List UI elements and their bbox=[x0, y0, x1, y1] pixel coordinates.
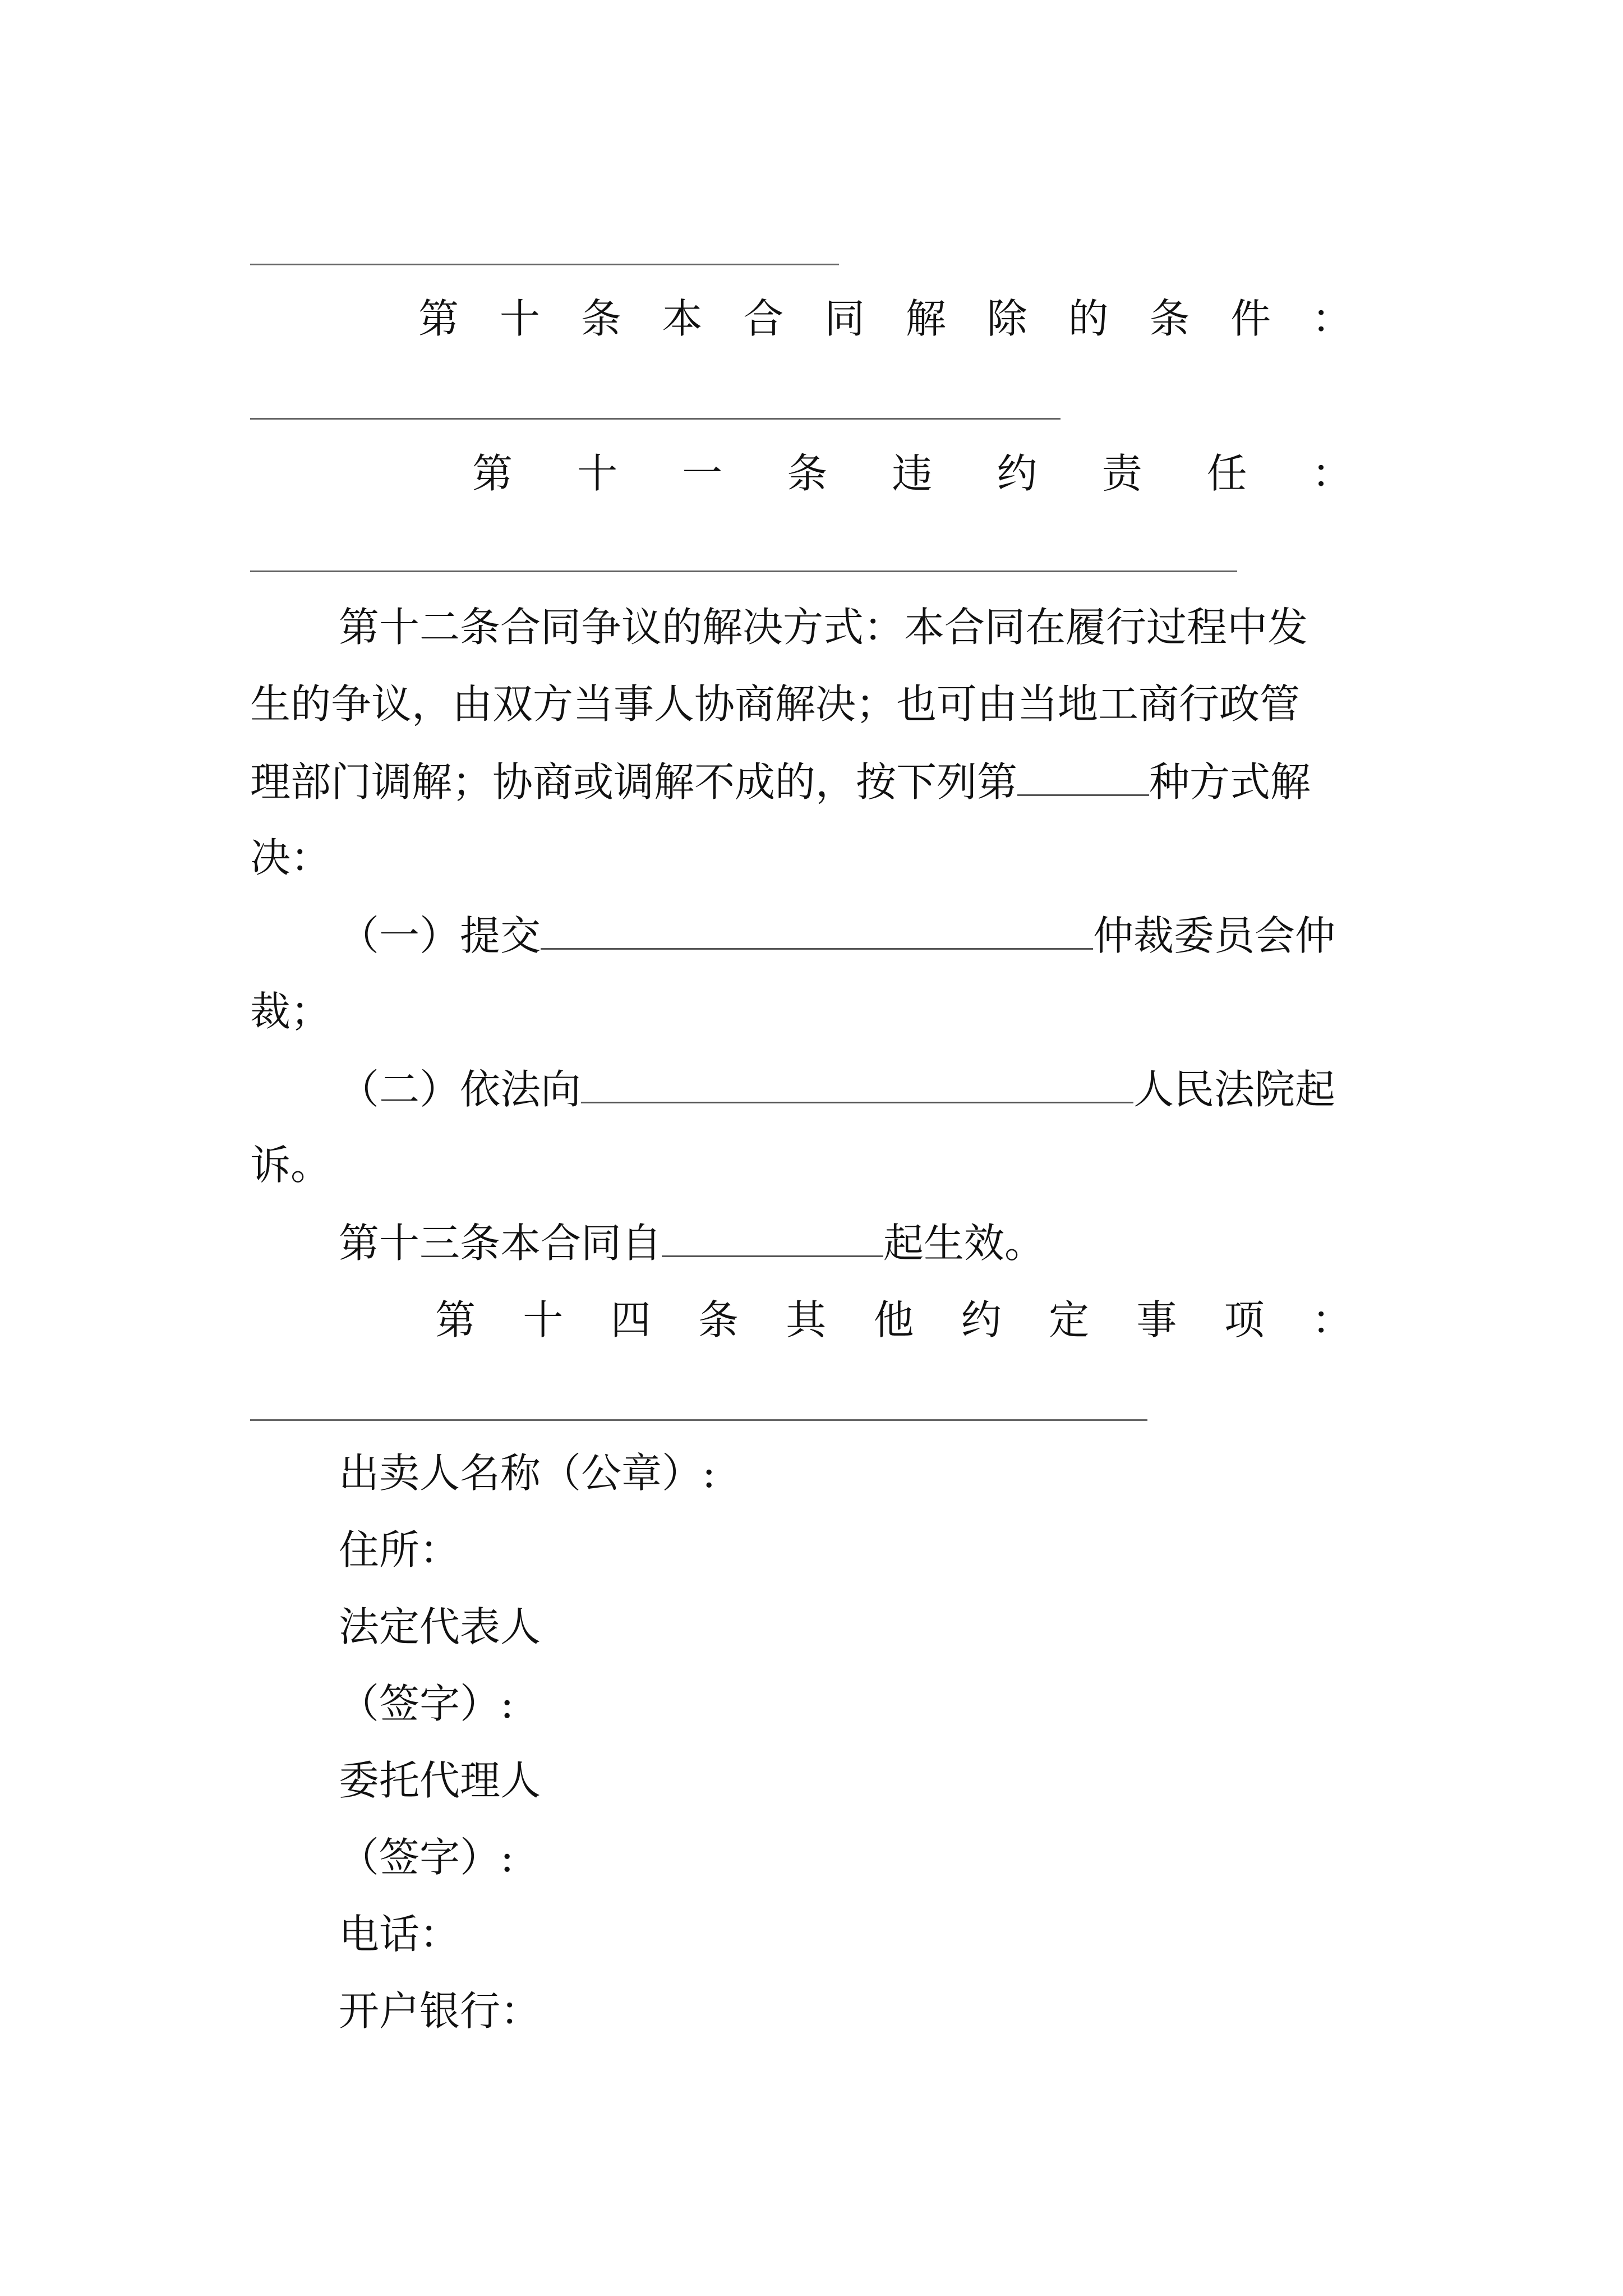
court-blank[interactable] bbox=[581, 1068, 1133, 1103]
bank-label: 开户银行： bbox=[339, 1987, 541, 2035]
article-11-char: 违 bbox=[892, 450, 933, 497]
article-10-char: 第 bbox=[418, 295, 459, 342]
option-2-text: （二）依法向 bbox=[339, 1066, 582, 1113]
agent-signature-label: （签字）: bbox=[339, 1834, 514, 1881]
article-10-char: 条 bbox=[580, 295, 621, 342]
legal-representative-signature-label: （签字）: bbox=[339, 1680, 514, 1727]
article-13-text: 第十三条本合同自 bbox=[339, 1220, 662, 1267]
fill-in-line bbox=[250, 264, 839, 265]
article-12-line-1: 第十二条合同争议的解决方式：本合同在履行过程中发 bbox=[339, 604, 1308, 651]
option-2-continuation: 诉。 bbox=[250, 1142, 331, 1189]
effective-date-blank[interactable] bbox=[662, 1222, 883, 1257]
article-12-line-3-text: 理部门调解；协商或调解不成的，按下列第 bbox=[250, 758, 1018, 806]
article-11-char: 第 bbox=[472, 450, 513, 497]
article-14-char: 十 bbox=[523, 1296, 564, 1343]
article-14-char: 约 bbox=[961, 1296, 1002, 1343]
article-12-line-2: 生的争议，由双方当事人协商解决；也可由当地工商行政管 bbox=[250, 680, 1301, 728]
article-14-char: 他 bbox=[873, 1296, 914, 1343]
article-14-char: 定 bbox=[1049, 1296, 1090, 1343]
seller-address-label: 住所： bbox=[339, 1526, 460, 1573]
article-10-char: 的 bbox=[1068, 295, 1109, 342]
article-11-heading bbox=[472, 450, 1352, 497]
article-11-char: ： bbox=[1311, 450, 1352, 497]
article-10-heading bbox=[418, 295, 1352, 342]
article-13-text-end: 起生效。 bbox=[883, 1220, 1045, 1267]
agent-label: 委托代理人 bbox=[339, 1757, 541, 1804]
article-14-char: 四 bbox=[610, 1296, 651, 1343]
seller-name-label: 出卖人名称（公章）: bbox=[339, 1450, 716, 1497]
legal-representative-label: 法定代表人 bbox=[339, 1603, 541, 1650]
article-10-char: ： bbox=[1311, 295, 1352, 342]
article-14-char: 条 bbox=[698, 1296, 739, 1343]
phone-label: 电话： bbox=[339, 1911, 460, 1958]
article-10-char: 合 bbox=[743, 295, 784, 342]
article-10-char: 十 bbox=[499, 295, 540, 342]
fill-in-line bbox=[250, 1419, 1147, 1421]
article-10-char: 同 bbox=[824, 295, 865, 342]
article-11-char: 条 bbox=[787, 450, 828, 497]
article-10-char: 条 bbox=[1149, 295, 1190, 342]
article-14-char: ： bbox=[1311, 1296, 1352, 1343]
article-10-char: 解 bbox=[905, 295, 946, 342]
option-1-text: （一）提交 bbox=[339, 912, 541, 959]
option-1-text-end: 仲裁委员会仲 bbox=[1093, 912, 1336, 959]
fill-in-line bbox=[250, 570, 1237, 572]
article-14-heading bbox=[435, 1296, 1352, 1343]
article-14-char: 项 bbox=[1224, 1296, 1265, 1343]
article-10-char: 本 bbox=[662, 295, 703, 342]
article-11-char: 约 bbox=[997, 450, 1038, 497]
option-1 bbox=[339, 912, 1477, 959]
article-14-char: 事 bbox=[1136, 1296, 1177, 1343]
article-11-char: 责 bbox=[1101, 450, 1142, 497]
option-2-text-end: 人民法院起 bbox=[1133, 1066, 1336, 1113]
article-10-char: 件 bbox=[1230, 295, 1271, 342]
article-14-char: 第 bbox=[435, 1296, 476, 1343]
article-12-line-3 bbox=[250, 758, 1389, 806]
method-number-blank[interactable] bbox=[1017, 761, 1149, 796]
arbitration-committee-blank[interactable] bbox=[541, 914, 1093, 950]
article-12-line-3-text-end: 种方式解 bbox=[1149, 758, 1311, 806]
option-1-continuation: 裁； bbox=[250, 988, 331, 1035]
article-13 bbox=[339, 1220, 1477, 1267]
article-10-char: 除 bbox=[986, 295, 1027, 342]
article-11-char: 一 bbox=[682, 450, 723, 497]
article-11-char: 十 bbox=[577, 450, 618, 497]
fill-in-line bbox=[250, 418, 1061, 420]
option-2 bbox=[339, 1066, 1477, 1113]
article-12-line-4: 决： bbox=[250, 834, 331, 881]
article-14-char: 其 bbox=[786, 1296, 827, 1343]
article-11-char: 任 bbox=[1206, 450, 1247, 497]
